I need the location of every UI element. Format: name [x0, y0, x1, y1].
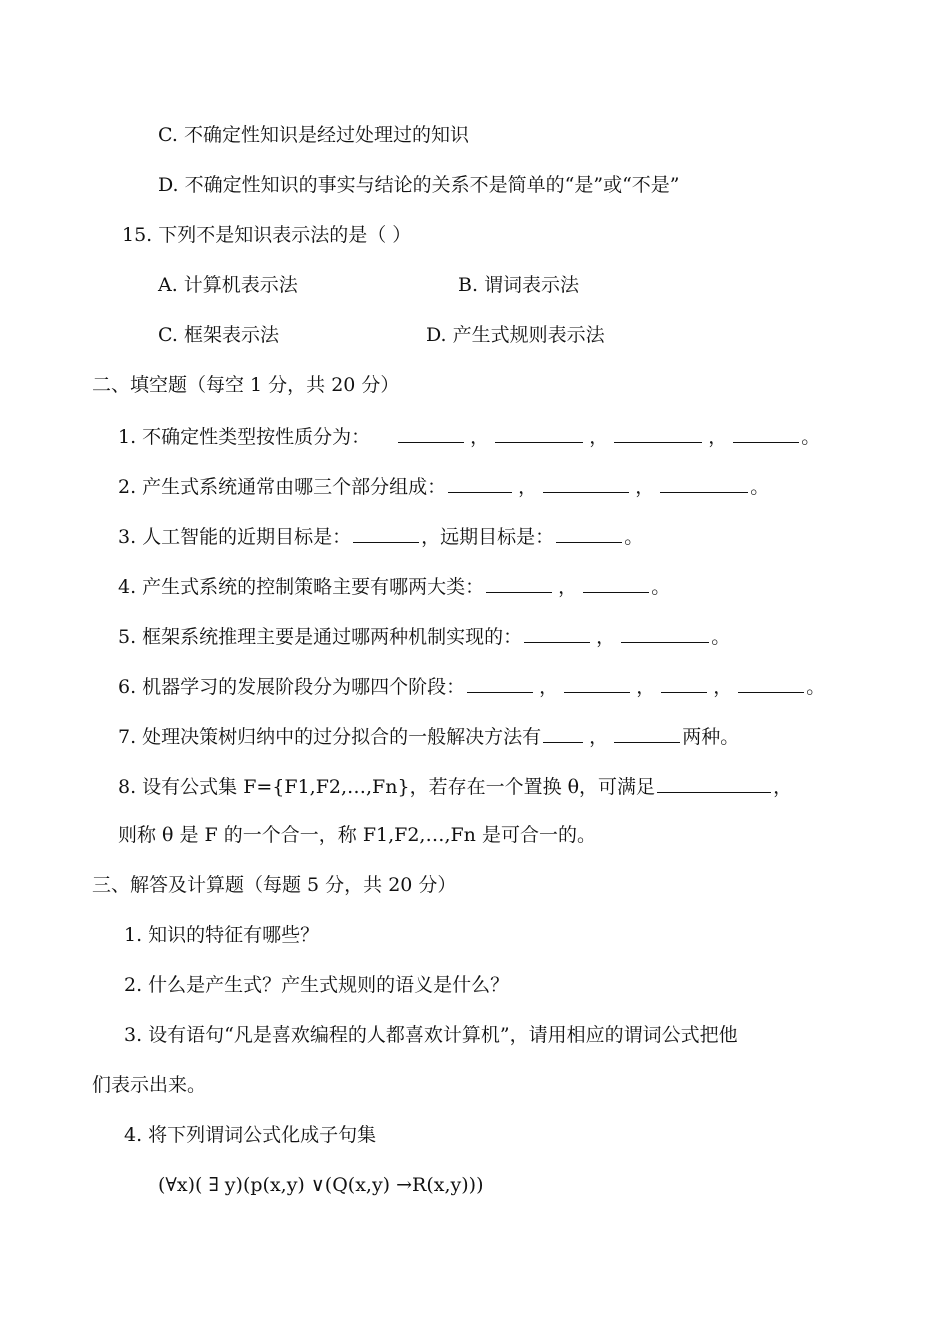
- q15-option-b: B. 谓词表示法: [458, 274, 580, 296]
- q15-option-c: C. 框架表示法: [158, 324, 279, 346]
- comma: ，: [589, 726, 609, 748]
- q15-stem: 15. 下列不是知识表示法的是（ ）: [122, 224, 412, 246]
- fill-q1-text: 1. 不确定性类型按性质分为：: [118, 426, 371, 448]
- answer-blank[interactable]: [467, 672, 533, 693]
- fill-q5-text: 5. 框架系统推理主要是通过哪两种机制实现的：: [118, 626, 523, 648]
- section2-title: 二、填空题（每空 1 分，共 20 分）: [92, 374, 400, 396]
- fill-q6-text: 6. 机器学习的发展阶段分为哪四个阶段：: [118, 676, 466, 698]
- answer-blank[interactable]: [524, 622, 590, 643]
- period: 。: [711, 626, 731, 648]
- period: 。: [651, 576, 671, 598]
- answer-q4: 4. 将下列谓词公式化成子句集: [124, 1124, 377, 1146]
- comma: ，: [558, 576, 578, 598]
- answer-blank[interactable]: [353, 522, 419, 543]
- fill-q4: [118, 572, 670, 598]
- answer-blank[interactable]: [495, 422, 583, 443]
- fill-q6: [118, 672, 825, 698]
- answer-blank[interactable]: [660, 472, 748, 493]
- answer-blank[interactable]: [556, 522, 622, 543]
- q15-option-a: A. 计算机表示法: [158, 274, 298, 296]
- q14-option-d: D. 不确定性知识的事实与结论的关系不是简单的“是”或“不是”: [158, 174, 680, 196]
- answer-blank[interactable]: [564, 672, 630, 693]
- answer-q4-formula: (∀x)( ∃ y)(p(x,y) ∨(Q(x,y) →R(x,y))): [158, 1174, 484, 1196]
- fill-q3-text: 3. 人工智能的近期目标是：: [118, 526, 352, 548]
- answer-q3-line1: 3. 设有语句“凡是喜欢编程的人都喜欢计算机”，请用相应的谓词公式把他: [124, 1024, 738, 1046]
- answer-blank[interactable]: [486, 572, 552, 593]
- fill-q3: [118, 522, 643, 548]
- fill-q8-text: 8. 设有公式集 F={F1,F2,…,Fn}，若存在一个置换 θ，可满足: [118, 776, 656, 798]
- comma: ，: [636, 676, 656, 698]
- fill-q1: [118, 422, 820, 448]
- answer-blank[interactable]: [614, 722, 680, 743]
- answer-blank[interactable]: [448, 472, 512, 493]
- answer-blank[interactable]: [733, 422, 799, 443]
- answer-blank[interactable]: [398, 422, 464, 443]
- answer-blank[interactable]: [657, 772, 771, 793]
- fill-q3-mid: ，远期目标是：: [421, 526, 555, 548]
- fill-q7-text: 7. 处理决策树归纳中的过分拟合的一般解决方法有: [118, 726, 542, 748]
- comma: ，: [470, 426, 490, 448]
- fill-q2-text: 2. 产生式系统通常由哪三个部分组成：: [118, 476, 447, 498]
- answer-blank[interactable]: [621, 622, 709, 643]
- comma: ，: [713, 676, 733, 698]
- answer-q3-line2: 们表示出来。: [92, 1074, 207, 1096]
- answer-blank[interactable]: [738, 672, 804, 693]
- comma: ，: [635, 476, 655, 498]
- q14-option-c: C. 不确定性知识是经过处理过的知识: [158, 124, 469, 146]
- period: 。: [624, 526, 644, 548]
- comma: ，: [539, 676, 559, 698]
- answer-blank[interactable]: [543, 472, 629, 493]
- period: 。: [750, 476, 770, 498]
- period: 。: [806, 676, 826, 698]
- fill-q8-continuation: 则称 θ 是 F 的一个合一，称 F1,F2,…,Fn 是可合一的。: [118, 824, 596, 846]
- answer-blank[interactable]: [583, 572, 649, 593]
- fill-q8: [118, 772, 792, 798]
- period: 。: [801, 426, 821, 448]
- comma: ，: [773, 776, 793, 798]
- comma: ，: [518, 476, 538, 498]
- fill-q7-end: 两种。: [682, 726, 740, 748]
- comma: ，: [589, 426, 609, 448]
- comma: ，: [708, 426, 728, 448]
- section3-title: 三、解答及计算题（每题 5 分，共 20 分）: [92, 874, 457, 896]
- answer-q2: 2. 什么是产生式？产生式规则的语义是什么？: [124, 974, 510, 996]
- answer-q1: 1. 知识的特征有哪些？: [124, 924, 320, 946]
- fill-q4-text: 4. 产生式系统的控制策略主要有哪两大类：: [118, 576, 485, 598]
- answer-blank[interactable]: [661, 672, 707, 693]
- comma: ，: [596, 626, 616, 648]
- q15-option-d: D. 产生式规则表示法: [426, 324, 605, 346]
- answer-blank[interactable]: [543, 722, 583, 743]
- fill-q7: [118, 722, 739, 748]
- answer-blank[interactable]: [614, 422, 702, 443]
- fill-q2: [118, 472, 769, 498]
- fill-q5: [118, 622, 730, 648]
